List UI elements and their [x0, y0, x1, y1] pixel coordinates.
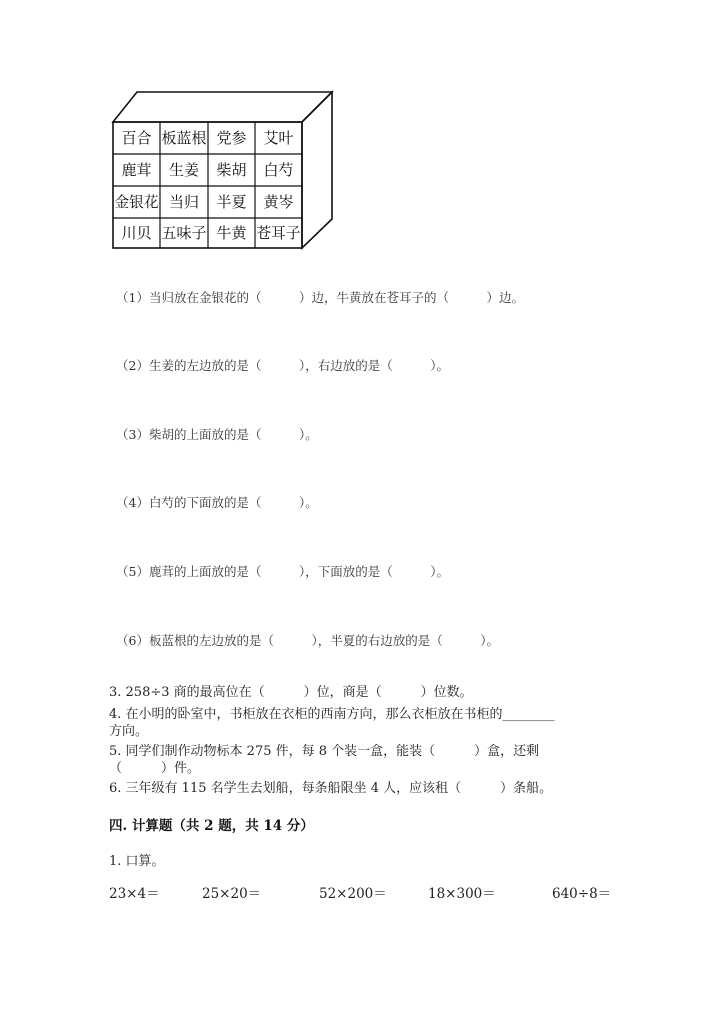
section-heading: 四. 计算题（共 2 题，共 14 分） [109, 818, 314, 834]
cabinet-cell-label: 板蓝根 [161, 129, 207, 147]
calc-item: 640÷8＝ [552, 886, 612, 902]
question-3: （3）柴胡的上面放的是（ ）。 [116, 427, 318, 442]
section-subheading: 1. 口算。 [109, 854, 165, 869]
cabinet-cell-label: 金银花 [114, 193, 159, 211]
item-5-line2: （ ）件。 [109, 761, 201, 776]
cabinet-cell-label: 百合 [121, 129, 152, 147]
calc-item: 18×300＝ [428, 886, 496, 902]
medicine-cabinet [0, 0, 340, 252]
cabinet-cell-label: 鹿茸 [121, 161, 152, 179]
cabinet-cell-label: 牛黄 [216, 224, 247, 242]
question-1: （1）当归放在金银花的（ ）边，牛黄放在苍耳子的（ ）边。 [116, 290, 524, 305]
calc-item: 52×200＝ [319, 886, 387, 902]
cabinet-cell-label: 半夏 [216, 193, 247, 211]
item-4-line2: 方向。 [109, 724, 149, 739]
question-4: （4）白芍的下面放的是（ ）。 [116, 495, 318, 510]
cabinet-cell-label: 生姜 [168, 161, 200, 179]
cabinet-cell-label: 柴胡 [216, 161, 247, 179]
question-5: （5）鹿茸的上面放的是（ ），下面放的是（ ）。 [116, 564, 449, 579]
cabinet-cell-label: 五味子 [161, 224, 207, 242]
cabinet-cell-label: 川贝 [121, 224, 152, 242]
cabinet-cell-label: 当归 [168, 193, 200, 211]
question-2: （2）生姜的左边放的是（ ），右边放的是（ ）。 [116, 358, 449, 373]
cabinet-cell-label: 苍耳子 [256, 224, 301, 242]
item-5-line1: 5. 同学们制作动物标本 275 件，每 8 个装一盒，能装（ ）盒，还剩 [109, 744, 540, 759]
calc-item: 23×4＝ [109, 886, 160, 902]
cabinet-cell-label: 黄岑 [263, 193, 294, 211]
cabinet-cell-label: 白芍 [263, 161, 294, 179]
cabinet-cell-label: 艾叶 [263, 129, 294, 147]
cabinet-cell-label: 党参 [216, 129, 247, 147]
item-6: 6. 三年级有 115 名学生去划船，每条船限坐 4 人，应该租（ ）条船。 [109, 781, 553, 796]
item-4-line1: 4. 在小明的卧室中，书柜放在衣柜的西南方向，那么衣柜放在书柜的________ [109, 707, 555, 722]
calc-item: 25×20＝ [202, 886, 262, 902]
question-6: （6）板蓝根的左边放的是（ ），半夏的右边放的是（ ）。 [116, 633, 499, 648]
item-3: 3. 258÷3 商的最高位在（ ）位，商是（ ）位数。 [109, 685, 473, 700]
